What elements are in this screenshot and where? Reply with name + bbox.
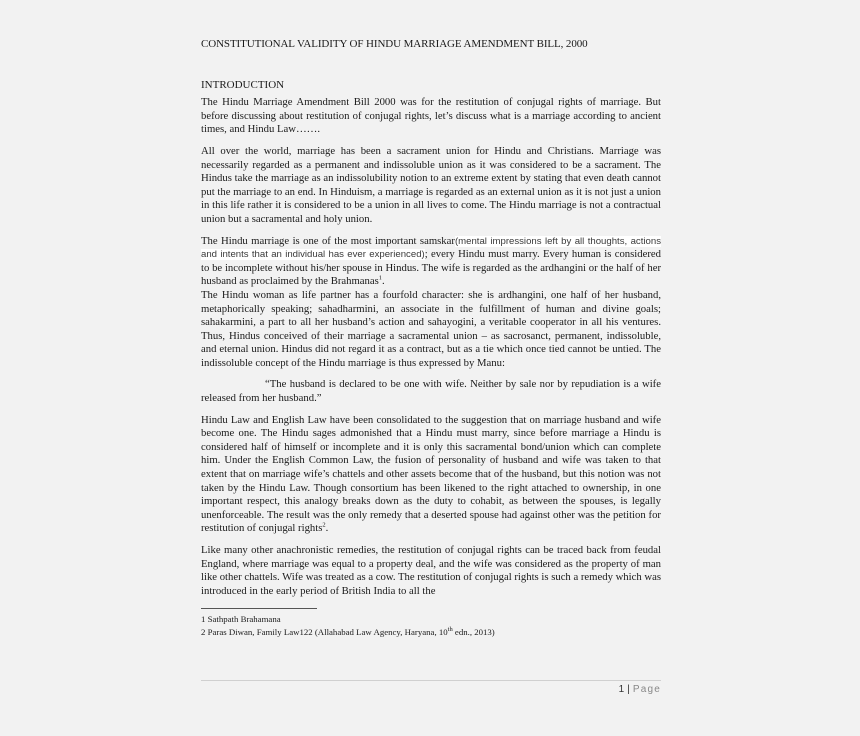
footnote-1: 1 Sathpath Brahamana: [201, 614, 281, 625]
paragraph-3-start: The Hindu marriage is one of the most important samskar: [201, 234, 455, 247]
manu-quote: “The husband is declared to be one with wife. Neither by sale nor by repudiation is a wife released from her husband.”: [201, 378, 661, 405]
footnote-divider: [201, 608, 317, 609]
paragraph-5-text: Hindu Law and English Law have been consolidated to the suggestion that on marriage husband and wife become one. The Hindu sages admonished that a Hindu must marry, since before marriage a Hindu is considered half of himself or incomplete and it is only this sacramental bond/union which can complete him. Under the English Common Law, the fusion of personality of husband and wife was taken to that extent that on marriage wife’s chattels and other assets become that of the husband, but this notion was not taken by the Hindu Law. Though consortium has been likened to the right attached to ownership, in one important respect, this analogy breaks down as the duty to cohabit, as between the spouses, is legally unenforceable. The result was the only remedy that a deserted spouse had against other was the petition for restitution of conjugal rights: [201, 413, 661, 535]
footnote-ref-1[interactable]: 1: [378, 274, 383, 282]
page-footer: [619, 684, 661, 695]
page-separator: |: [627, 684, 630, 695]
footnote-2: [201, 626, 661, 639]
footnote-2-sup: th: [447, 625, 453, 633]
document-body: [201, 38, 661, 638]
paragraph-4: The Hindu woman as life partner has a fourfold character: she is ardhangini, one half of her husband, metaphorically speaking; sahadharmini, an associate in the fulfillment of human and divine goals; sahakarmini, a part to all her husband’s action and sahayogini, a veritable cooperator in all his ventures. Thus, Hindus conceived of their marriage a sacramental union – as sacrosanct, permanent, indissoluble, and eternal union. Hindus did not regard it as a contract, but as a tie which once tied cannot be untied. The indissoluble concept of the Hindu marriage is thus expressed by Manu:: [201, 288, 661, 369]
paragraph-3: [201, 235, 661, 289]
page-label: Page: [632, 684, 661, 695]
document-title: CONSTITUTIONAL VALIDITY OF HINDU MARRIAGE AMENDMENT BILL, 2000: [201, 38, 588, 50]
paragraph-5-end: .: [325, 522, 329, 535]
footer-divider: [201, 680, 661, 681]
page-number: 1: [618, 684, 625, 695]
footnotes: [201, 613, 661, 638]
paragraph-3-middle: ; every Hindu must marry. Every human is considered to be incomplete without his/her spouse in Hindus. The wife is regarded as the ardhangini or the half of her husband as proclaimed by the Brahmanas: [201, 248, 662, 288]
footnote-2-start: 2 Paras Diwan, Family Law122 (Allahabad Law Agency, Haryana, 10: [201, 626, 448, 637]
footnote-ref-2[interactable]: 2: [322, 521, 326, 529]
paragraph-5: [201, 414, 661, 536]
paragraph-2: All over the world, marriage has been a sacrament union for Hindu and Christians. Marriage was necessarily regarded as a permanent and indissoluble union as it was considered to be a sacrament. The Hindus take the marriage as an indissolubility notion to an extreme extent by stating that even death cannot put the marriage to an end. In Hinduism, a marriage is regarded as an external union as it is not just a union in this life rather it is considered to be a union in all lives to come. The Hindu marriage is not a contractual union but a sacramental and holy union.: [201, 144, 661, 225]
section-heading: INTRODUCTION: [201, 78, 285, 91]
paragraph-1: The Hindu Marriage Amendment Bill 2000 was for the restitution of conjugal rights of marriage. But before discussing about restitution of conjugal rights, let’s discuss what is a marriage according to ancient times, and Hindu Law…….: [201, 96, 661, 136]
paragraph-3-end: .: [382, 275, 385, 288]
inline-note: (mental impressions left by all thoughts, actions and intents that an individual has ever experienced): [201, 235, 661, 261]
paragraph-6: Like many other anachronistic remedies, the restitution of conjugal rights can be traced back from feudal England, where marriage was equal to a property deal, and the wife was considered as the property of man like other chattels. Wife was treated as a cow. The restitution of conjugal rights is such a remedy which was introduced in the early period of British India to all the: [201, 544, 661, 597]
footnote-2-end: edn., 2013): [452, 626, 495, 637]
